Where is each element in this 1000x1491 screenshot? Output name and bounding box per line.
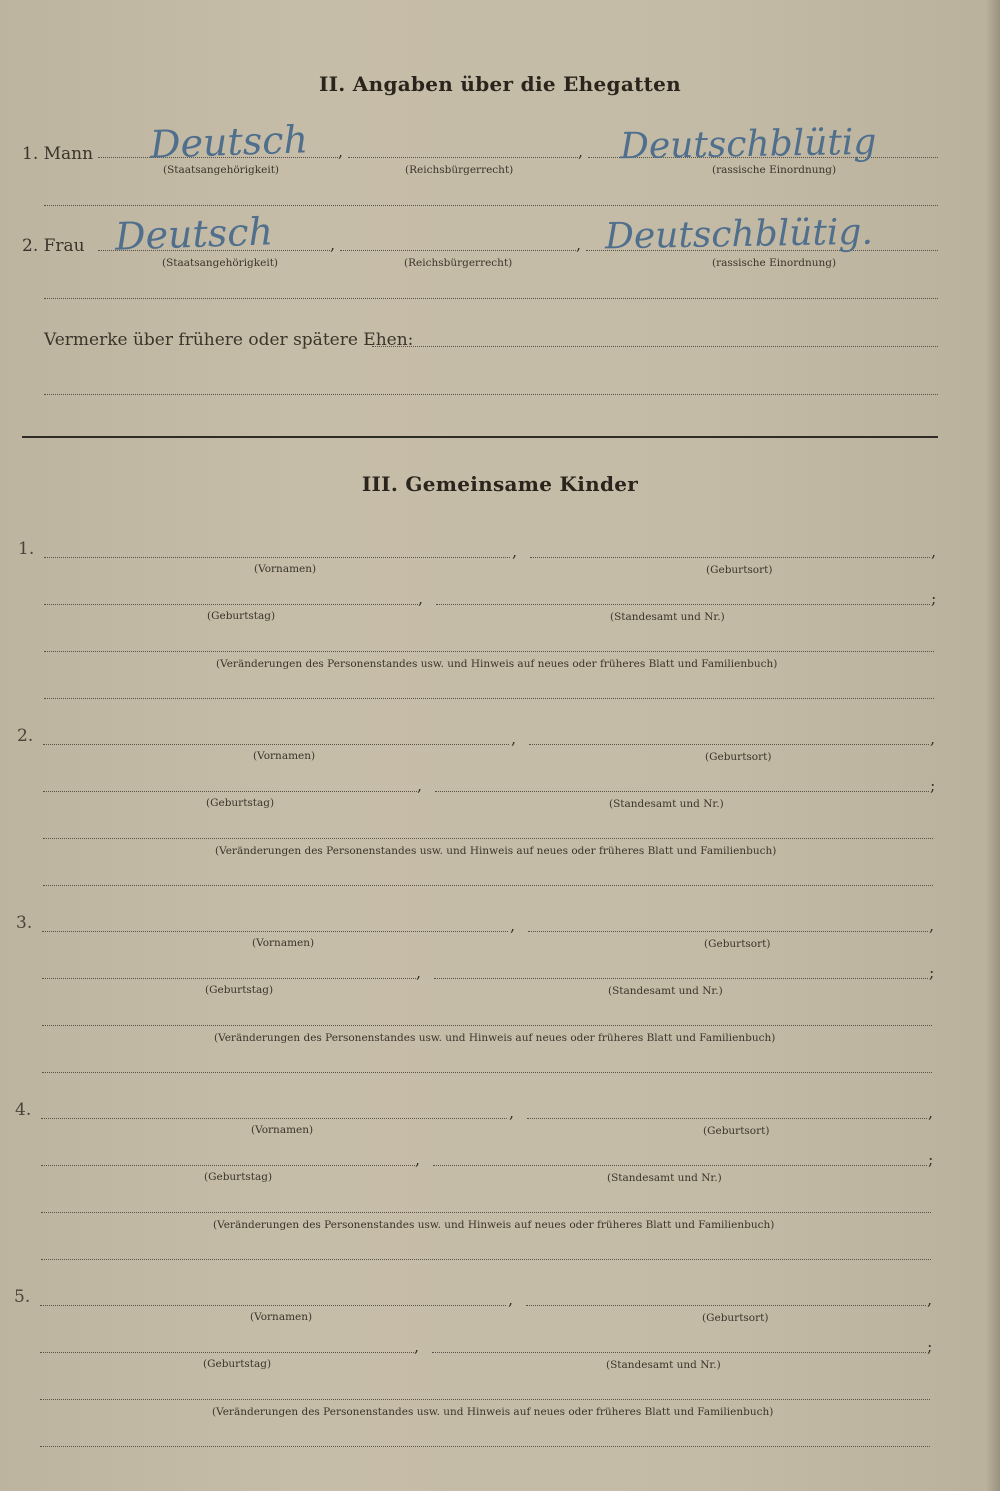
child-registry-caption: (Standesamt und Nr.) <box>608 985 723 997</box>
wife-extra-line <box>44 298 938 299</box>
comma: , <box>511 729 517 748</box>
comma: , <box>927 1290 933 1309</box>
child-changes-line <box>42 1025 932 1026</box>
child-extra-line <box>42 1072 932 1073</box>
child-birthday-caption: (Geburtstag) <box>204 1171 273 1183</box>
child-extra-line <box>44 698 934 699</box>
child-names-caption: (Vornamen) <box>250 1311 313 1323</box>
comma: , <box>508 1290 514 1309</box>
child-birthplace-line <box>528 931 928 932</box>
child-changes-caption: (Veränderungen des Personenstandes usw. und Hinweis auf neues oder früheres Blatt und Familienbuch) <box>213 1219 775 1231</box>
child-number: 4. <box>15 1100 32 1120</box>
child-names-line <box>42 931 508 932</box>
child-birthday-line <box>44 604 418 605</box>
child-extra-line <box>40 1446 930 1447</box>
child-number: 5. <box>14 1287 31 1307</box>
comma: , <box>931 542 937 561</box>
child-birthplace-line <box>527 1118 927 1119</box>
wife-citizenship-value: Deutsch <box>114 209 274 259</box>
remarks-label: Vermerke über frühere oder spätere Ehen: <box>44 330 414 350</box>
comma: , <box>929 916 935 935</box>
child-number: 3. <box>16 913 33 933</box>
child-changes-caption: (Veränderungen des Personenstandes usw. und Hinweis auf neues oder früheres Blatt und Familienbuch) <box>216 658 778 670</box>
child-number: 1. <box>18 539 35 559</box>
child-registry-caption: (Standesamt und Nr.) <box>606 1359 721 1371</box>
child-changes-line <box>40 1399 930 1400</box>
page-edge-shadow <box>986 0 1000 1491</box>
child-registry-caption: (Standesamt und Nr.) <box>610 611 725 623</box>
semicolon: ; <box>931 589 937 608</box>
semicolon: ; <box>928 1150 934 1169</box>
comma: , <box>338 142 344 161</box>
child-changes-caption: (Veränderungen des Personenstandes usw. und Hinweis auf neues oder früheres Blatt und Familienbuch) <box>215 845 777 857</box>
child-birthplace-line <box>529 744 929 745</box>
comma: , <box>930 729 936 748</box>
husband-citizenship-caption: (Staatsangehörigkeit) <box>163 164 280 176</box>
child-changes-caption: (Veränderungen des Personenstandes usw. und Hinweis auf neues oder früheres Blatt und Familienbuch) <box>212 1406 774 1418</box>
child-names-line <box>43 744 509 745</box>
child-birthday-caption: (Geburtstag) <box>205 984 274 996</box>
wife-label: 2. Frau <box>22 236 85 256</box>
child-registry-caption: (Standesamt und Nr.) <box>609 798 724 810</box>
child-birthday-line <box>43 791 417 792</box>
child-birthday-caption: (Geburtstag) <box>206 797 275 809</box>
husband-label: 1. Mann <box>22 144 94 164</box>
child-birthday-caption: (Geburtstag) <box>203 1358 272 1370</box>
comma: , <box>417 776 423 795</box>
wife-reich-line <box>340 250 576 251</box>
child-registry-line <box>435 791 929 792</box>
husband-reich-caption: (Reichsbürgerrecht) <box>405 164 514 176</box>
child-changes-caption: (Veränderungen des Personenstandes usw. und Hinweis auf neues oder früheres Blatt und Familienbuch) <box>214 1032 776 1044</box>
comma: , <box>414 1337 420 1356</box>
husband-citizenship-value: Deutsch <box>149 117 309 167</box>
child-birthplace-caption: (Geburtsort) <box>704 938 771 950</box>
child-names-line <box>41 1118 507 1119</box>
child-birthplace-caption: (Geburtsort) <box>705 751 772 763</box>
child-names-caption: (Vornamen) <box>252 937 315 949</box>
section-title-children: III. Gemeinsame Kinder <box>361 472 639 496</box>
husband-ethnic-caption: (rassische Einordnung) <box>712 164 837 176</box>
child-names-line <box>44 557 510 558</box>
section-title-spouses: II. Angaben über die Ehegatten <box>318 72 682 96</box>
comma: , <box>416 963 422 982</box>
child-registry-line <box>434 978 928 979</box>
child-names-caption: (Vornamen) <box>253 750 316 762</box>
child-extra-line <box>41 1259 931 1260</box>
child-changes-line <box>44 651 934 652</box>
comma: , <box>509 1103 515 1122</box>
wife-reich-caption: (Reichsbürgerrecht) <box>404 257 513 269</box>
comma: , <box>415 1150 421 1169</box>
child-birthplace-caption: (Geburtsort) <box>702 1312 769 1324</box>
child-birthday-line <box>41 1165 415 1166</box>
child-registry-line <box>436 604 930 605</box>
child-names-line <box>40 1305 506 1306</box>
remarks-line-2 <box>44 394 938 395</box>
comma: , <box>330 235 336 254</box>
semicolon: ; <box>929 963 935 982</box>
comma: , <box>928 1103 934 1122</box>
child-registry-line <box>432 1352 926 1353</box>
comma: , <box>512 542 518 561</box>
child-birthday-caption: (Geburtstag) <box>207 610 276 622</box>
child-number: 2. <box>17 726 34 746</box>
child-birthday-line <box>40 1352 414 1353</box>
child-changes-line <box>41 1212 931 1213</box>
comma: , <box>578 142 584 161</box>
comma: , <box>510 916 516 935</box>
child-birthplace-line <box>526 1305 926 1306</box>
child-birthplace-caption: (Geburtsort) <box>703 1125 770 1137</box>
child-birthplace-caption: (Geburtsort) <box>706 564 773 576</box>
husband-ethnic-value: Deutschblütig <box>619 121 877 168</box>
child-registry-line <box>433 1165 927 1166</box>
child-changes-line <box>43 838 933 839</box>
remarks-line-1 <box>372 346 938 347</box>
child-names-caption: (Vornamen) <box>254 563 317 575</box>
wife-ethnic-caption: (rassische Einordnung) <box>712 257 837 269</box>
semicolon: ; <box>930 776 936 795</box>
comma: , <box>576 235 582 254</box>
wife-ethnic-value: Deutschblütig. <box>604 211 874 258</box>
husband-extra-line <box>44 205 938 206</box>
child-extra-line <box>43 885 933 886</box>
comma: , <box>418 589 424 608</box>
child-registry-caption: (Standesamt und Nr.) <box>607 1172 722 1184</box>
child-birthplace-line <box>530 557 930 558</box>
wife-citizenship-caption: (Staatsangehörigkeit) <box>162 257 279 269</box>
section-divider <box>22 436 938 438</box>
semicolon: ; <box>927 1337 933 1356</box>
husband-reich-line <box>348 157 578 158</box>
child-birthday-line <box>42 978 416 979</box>
child-names-caption: (Vornamen) <box>251 1124 314 1136</box>
